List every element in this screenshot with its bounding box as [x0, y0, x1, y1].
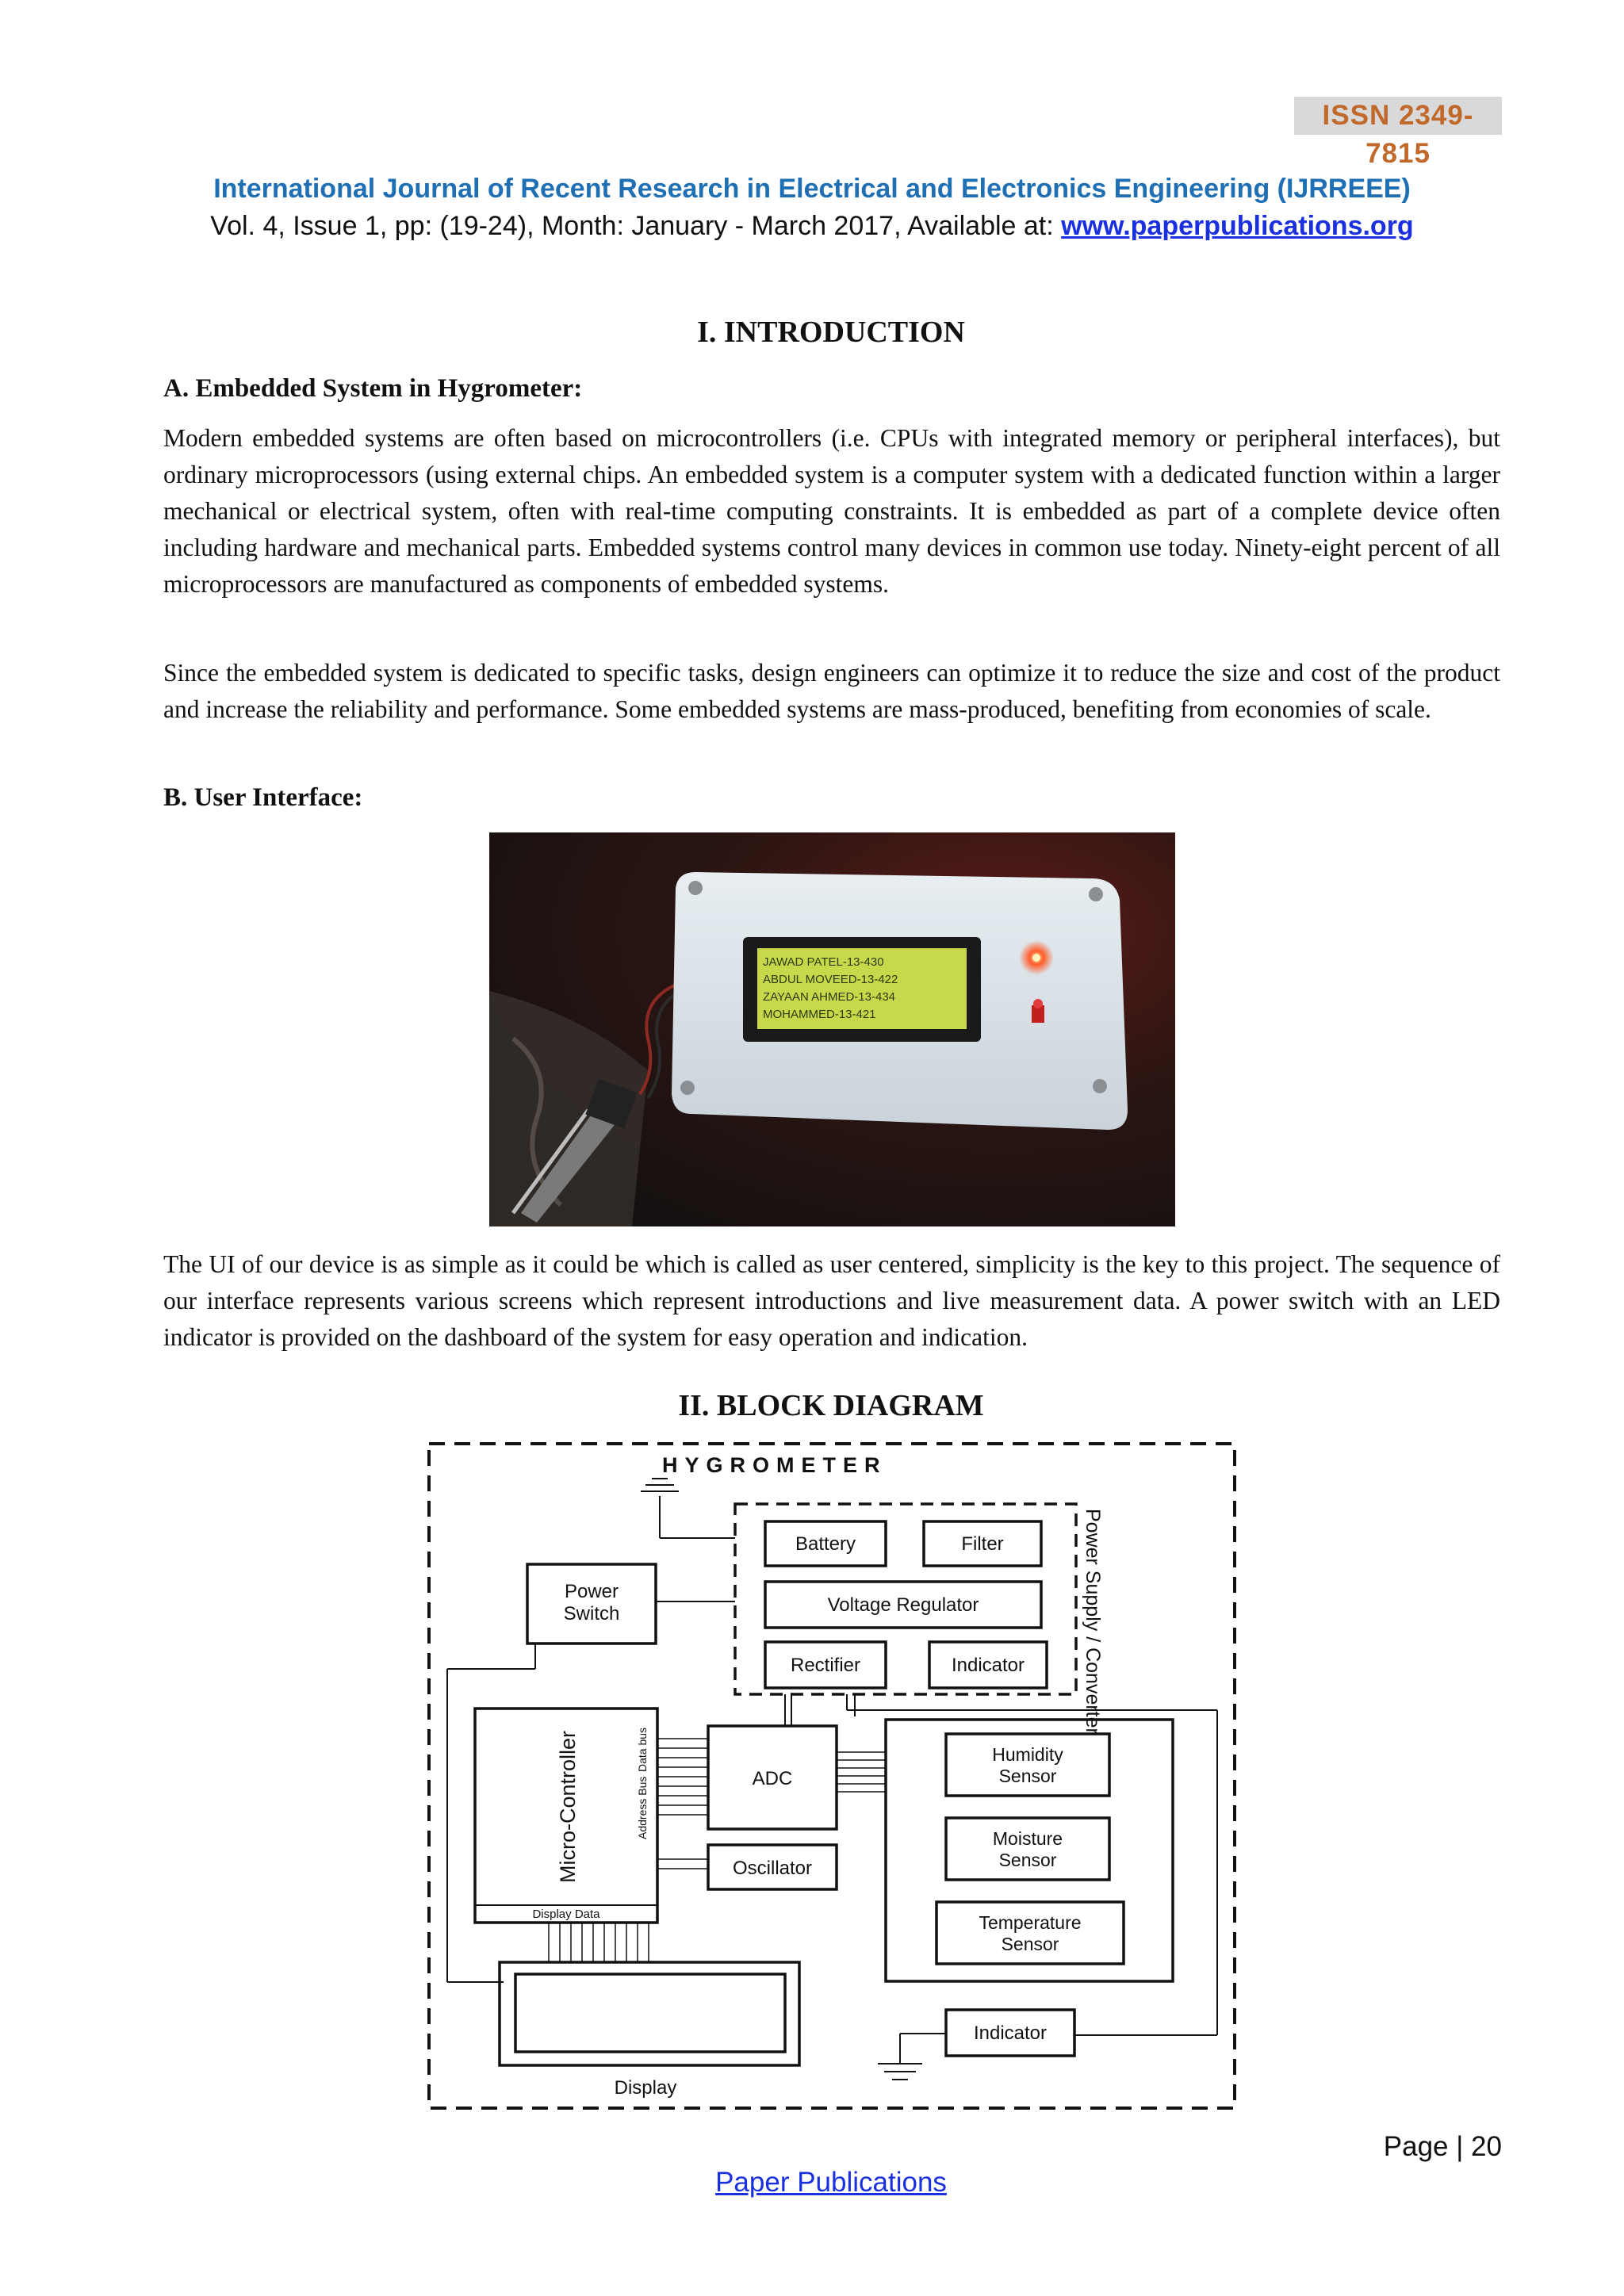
block-diagram	[424, 1439, 1241, 2117]
paragraph-embedded-systems: Modern embedded systems are often based on microcontrollers (i.e. CPUs with integrated memory or peripheral interfaces), but ordinary microprocessors (using external chips. An embedded system is a computer system with a dedicated function within a larger mechanical or electrical system, often with real-time computing constraints. It is embedded as part of a complete device often including hardware and mechanical parts. Embedded systems control many devices in common use today. Ninety-eight percent of all microprocessors are manufactured as components of embedded systems.	[163, 424, 1500, 598]
micro-controller-label: Micro-Controller	[556, 1730, 580, 1883]
humidity-sensor-label-2: Sensor	[998, 1766, 1057, 1786]
adc-label: ADC	[752, 1768, 793, 1789]
humidity-sensor-box	[946, 1734, 1109, 1796]
address-bus-label: Address Bus	[636, 1776, 649, 1839]
rectifier-label: Rectifier	[790, 1655, 861, 1676]
issn-badge: ISSN 2349-7815	[1294, 97, 1502, 135]
section-heading-block-diagram: II. BLOCK DIAGRAM	[678, 1389, 984, 1422]
display-data-label: Display Data	[532, 1908, 600, 1921]
data-bus-label: Data bus	[636, 1727, 649, 1772]
power-switch-label-2: Switch	[563, 1603, 620, 1624]
volume-line	[0, 208, 1624, 244]
filter-label: Filter	[961, 1533, 1004, 1555]
oscillator-label: Oscillator	[732, 1858, 813, 1879]
device-photo	[489, 832, 1175, 1226]
moisture-sensor-box	[946, 1818, 1109, 1880]
subheading-embedded-system: A. Embedded System in Hygrometer:	[163, 374, 583, 403]
display-label: Display	[614, 2077, 677, 2099]
temperature-sensor-label-2: Sensor	[1001, 1934, 1059, 1954]
subheading-user-interface: B. User Interface:	[163, 783, 363, 812]
paragraph-user-interface: The UI of our device is as simple as it could be which is called as user centered, simplicity is the key to this project. The sequence of our interface represents various screens which represent introductions and live measurement data. A power switch with an LED indicator is provided on the dashboard of the system for easy operation and indication.	[163, 1250, 1500, 1351]
lcd-display	[743, 937, 981, 1042]
indicator-top-label: Indicator	[951, 1655, 1025, 1676]
indicator-bottom-label: Indicator	[973, 2022, 1048, 2044]
journal-title: International Journal of Recent Research in Electrical and Electronics Engineering (IJRREEE)	[213, 174, 1411, 204]
temperature-sensor-box	[936, 1902, 1124, 1964]
power-switch-label-1: Power	[564, 1581, 619, 1602]
temperature-sensor-label-1: Temperature	[979, 1912, 1082, 1933]
battery-label: Battery	[795, 1533, 856, 1555]
voltage-regulator-label: Voltage Regulator	[827, 1594, 979, 1616]
moisture-sensor-label-1: Moisture	[992, 1828, 1063, 1849]
lcd-line-3: ZAYAAN AHMED-13-434	[763, 990, 895, 1004]
section-heading-introduction: I. INTRODUCTION	[697, 316, 965, 349]
volume-text: Vol. 4, Issue 1, pp: (19-24), Month: January - March 2017, Available at:	[210, 211, 1062, 241]
humidity-sensor-label-1: Humidity	[992, 1744, 1063, 1765]
power-switch	[1032, 999, 1044, 1023]
page-number: Page | 20	[1383, 2131, 1502, 2162]
publisher-link[interactable]: Paper Publications	[715, 2167, 947, 2198]
paragraph-dedicated-tasks: Since the embedded system is dedicated to specific tasks, design engineers can optimize it to reduce the size and cost of the product and increase the reliability and performance. Some embedded systems are mass-produced, benefiting from economies of scale.	[163, 659, 1500, 723]
hygrometer-title: HYGROMETER	[662, 1453, 887, 1477]
lcd-line-2: ABDUL MOVEED-13-422	[763, 973, 898, 986]
display-box	[500, 1962, 799, 2065]
display-screen	[515, 1974, 785, 2052]
website-link[interactable]: www.paperpublications.org	[1061, 211, 1414, 241]
lcd-line-1: JAWAD PATEL-13-430	[763, 955, 884, 969]
lcd-line-4: MOHAMMED-13-421	[763, 1008, 876, 1021]
power-supply-label: Power Supply / Converter	[1082, 1509, 1104, 1735]
moisture-sensor-label-2: Sensor	[998, 1850, 1057, 1870]
